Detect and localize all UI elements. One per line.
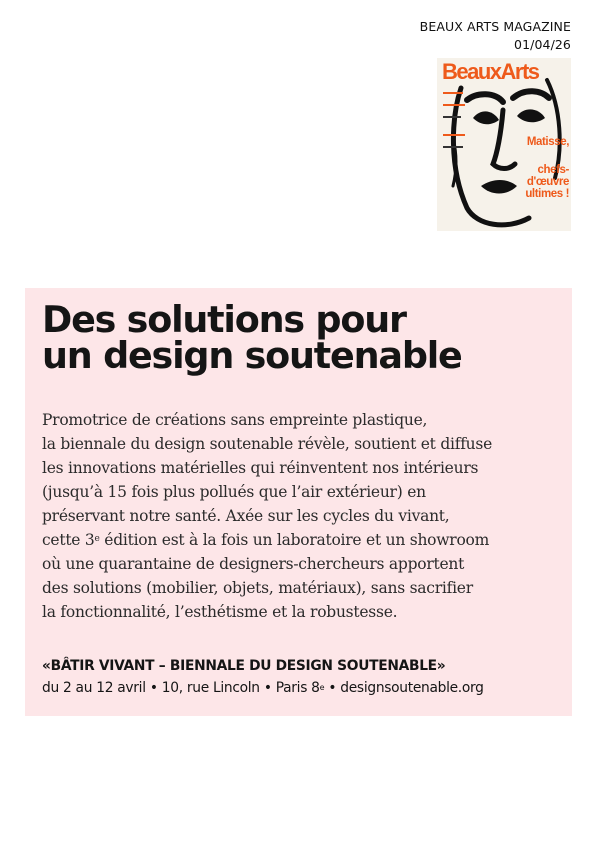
body-line (42, 528, 566, 552)
ordinal-suffix: e (94, 534, 100, 544)
event-info (42, 678, 484, 698)
body-fragment: édition est à la fois un laboratoire et un showroom (99, 531, 490, 549)
publication-date: 01/04/26 (514, 37, 571, 52)
event-website: • designsoutenable.org (324, 680, 484, 696)
event-title: «BÂTIR VIVANT – BIENNALE DU DESIGN SOUTENABLE» (42, 658, 446, 674)
magazine-cover-image (437, 58, 571, 231)
body-fragment: cette 3 (42, 531, 95, 549)
body-line: préservant notre santé. Axée sur les cycles du vivant, (42, 507, 450, 525)
arrondissement-suffix: e (319, 683, 325, 692)
body-line: les innovations matérielles qui réinventent nos intérieurs (42, 459, 479, 477)
article-body (42, 408, 566, 624)
article-title-line: Des solutions pour (42, 298, 406, 341)
article-box (25, 288, 572, 716)
cover-headline-line: chefs- (537, 164, 569, 176)
cover-headline-line: d'œuvre (526, 176, 569, 188)
body-line: (jusqu’à 15 fois plus pollués que l’air extérieur) en (42, 483, 426, 501)
article-title (42, 298, 562, 377)
body-line: des solutions (mobilier, objets, matériaux), sans sacrifier (42, 579, 473, 597)
body-line: où une quarantaine de designers-chercheurs apportent (42, 555, 465, 573)
cover-headline-line: Matisse, (526, 136, 569, 148)
source-header (420, 18, 571, 54)
article-title-line: un design soutenable (42, 334, 462, 377)
body-line: Promotrice de créations sans empreinte plastique, (42, 411, 428, 429)
cover-headline (521, 136, 569, 200)
cover-headline-line: ultimes ! (525, 188, 569, 200)
body-line: la biennale du design soutenable révèle, soutient et diffuse (42, 435, 493, 453)
body-line: la fonctionnalité, l’esthétisme et la robustesse. (42, 603, 398, 621)
event-dates: du 2 au 12 avril • 10, rue Lincoln • Paris 8 (42, 680, 320, 696)
cover-logo: BeauxArts (442, 59, 539, 84)
publication-name: BEAUX ARTS MAGAZINE (419, 19, 571, 34)
